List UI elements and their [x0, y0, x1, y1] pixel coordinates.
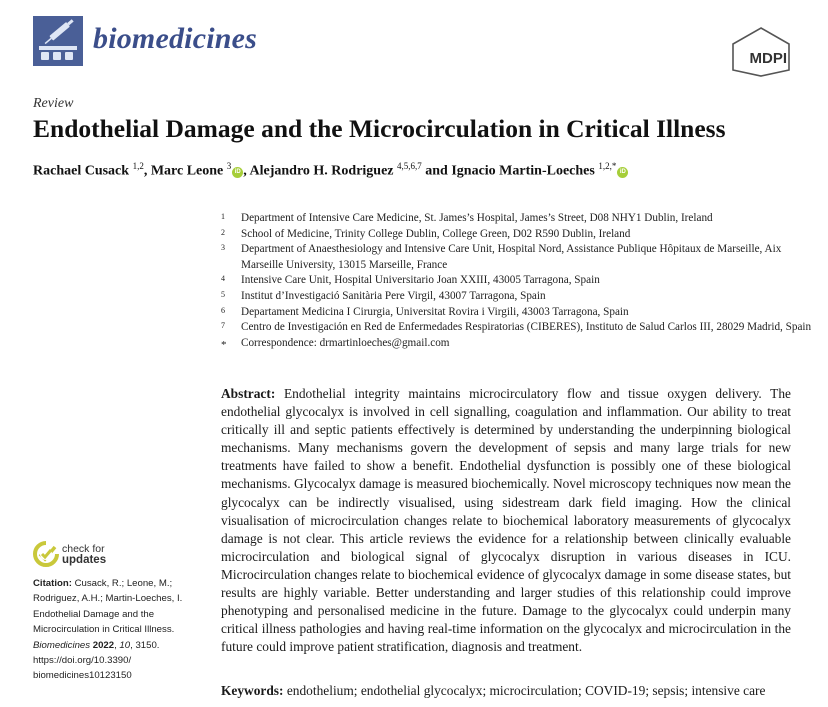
author-name: Rachael Cusack — [33, 163, 130, 179]
author-affiliation-ref: 4,5,6,7 — [397, 161, 422, 171]
affiliation-number: * — [221, 338, 227, 351]
citation-pages: 3150. — [135, 639, 160, 651]
affiliation-item — [221, 227, 821, 243]
mdpi-logo-icon — [729, 26, 793, 78]
publisher-name: MDPI — [749, 50, 787, 67]
affiliation-item — [221, 320, 821, 336]
affiliation-text: Departament Medicina I Cirurgia, Universitat Rovira i Virgili, 43003 Tarragona, Spain — [241, 305, 629, 318]
abstract-text: Endothelial integrity maintains microcirculatory flow and tissue oxygen delivery. The endothelial glycocalyx is involved in cell signalling, coagulation and inflammation. Our ability to treat critically ill and septic patients effectively is determined by understanding the underpinning biological mechanisms. Many mechanisms govern the development of sepsis and many large trials for new treatments have failed to show a benefit. Endothelial dysfunction is possibly one of these biological mechanisms. Glycocalyx damage is measured biochemically. Novel microscopy techniques now mean the glycocalyx can be indirectly visualised, using sidestream dark field imaging. How the clinical visualisation of microcirculation changes relate to biochemical laboratory measurements of glycocalyx damage is not clear. This article reviews the evidence for a relationship between clinically evaluable microcirculation and biological signal of glycocalyx disruption in various diseases in ICU. Microcirculation changes relate to biochemical evidence of glycocalyx damage in some disease states, but results are highly variable. Better understanding and larger studies of this relationship could improve phenotyping and personalised medicine in the future. Damage to the glycocalyx could underpin many critical illness pathologies and having real-time information on the glycocalyx and microcirculation in the future could improve patient stratification, diagnosis and treatment. — [221, 386, 792, 655]
abstract-label: Abstract: — [221, 386, 276, 401]
affiliation-text: Institut d’Investigació Sanitària Pere Virgil, 43007 Tarragona, Spain — [241, 289, 546, 302]
affiliation-number: 1 — [221, 212, 225, 221]
affiliation-text: Department of Anaesthesiology and Intensive Care Unit, Hospital Nord, Assistance Publique Hôpitaux de Marseille, Aix Marseille University, 13015 Marseille, France — [241, 243, 782, 271]
affiliation-item — [221, 242, 821, 273]
author-separator: and — [421, 163, 452, 179]
author-affiliation-ref: 3 — [226, 161, 232, 171]
affiliation-number: 2 — [221, 227, 225, 237]
article-title: Endothelial Damage and the Microcirculation in Critical Illness — [33, 114, 726, 143]
check-for-updates-icon — [33, 541, 59, 571]
correspondence-text[interactable]: Correspondence: drmartinloeches@gmail.com — [241, 336, 450, 349]
keywords-text: endothelium; endothelial glycocalyx; microcirculation; COVID-19; sepsis; intensive care — [286, 683, 766, 698]
citation-block: Citation: Cusack, R.; Leone, M.; Rodriguez, A.H.; Martin-Loeches, I. Endothelial Damage and the Microcirculation in Critical Illness. Biomedicines 2022, 10, 3150. https://doi.org/10.3390/ biomedicines10123150 — [33, 578, 183, 682]
author-name: Marc Leone — [150, 163, 224, 179]
check-for-updates-line1: check for — [62, 543, 105, 555]
journal-header — [33, 16, 793, 68]
affiliation-number: 5 — [221, 289, 225, 299]
affiliation-item — [221, 211, 821, 227]
citation-doi-link[interactable]: https://doi.org/10.3390/ — [33, 655, 132, 667]
citation-volume: 10 — [119, 639, 131, 651]
affiliation-item — [221, 273, 821, 289]
affiliation-item — [221, 305, 821, 321]
affiliation-list — [221, 211, 821, 351]
author-separator: , — [143, 163, 151, 179]
affiliation-item — [221, 289, 821, 305]
affiliation-number: 7 — [221, 321, 225, 331]
citation-journal: Biomedicines — [33, 639, 91, 651]
article-type: Review — [33, 96, 74, 111]
affiliation-text: School of Medicine, Trinity College Dublin, College Green, D02 R590 Dublin, Ireland — [241, 227, 631, 240]
citation-text: Cusack, R.; Leone, M.; Rodriguez, A.H.; Martin-Loeches, I. Endothelial Damage and the Microcirculation in Critical Illness. — [33, 578, 183, 636]
journal-logo-icon — [33, 16, 83, 66]
citation-year: 2022 — [92, 639, 115, 651]
author-name: Ignacio Martin-Loeches — [451, 163, 595, 179]
check-for-updates-button[interactable] — [33, 541, 153, 571]
journal-name: biomedicines — [93, 22, 258, 55]
author-list — [33, 161, 628, 180]
keywords — [221, 683, 765, 699]
affiliation-text: Intensive Care Unit, Hospital Universitario Joan XXIII, 43005 Tarragona, Spain — [241, 274, 600, 287]
affiliation-number: 4 — [221, 274, 225, 284]
author-name: Alejandro H. Rodriguez — [249, 163, 394, 179]
citation-label: Citation: — [33, 578, 72, 589]
affiliation-text: Department of Intensive Care Medicine, St. James’s Hospital, James’s Street, D08 NHY1 Dublin, Ireland — [241, 212, 713, 224]
orcid-icon[interactable]: iD — [617, 167, 628, 178]
check-for-updates-line2: updates — [62, 554, 107, 566]
author-affiliation-ref: 1,2,* — [598, 161, 617, 171]
keywords-label: Keywords: — [221, 683, 284, 698]
correspondence-item — [221, 336, 821, 352]
citation-doi-link-cont[interactable]: biomedicines10123150 — [33, 670, 132, 682]
affiliation-number: 6 — [221, 305, 225, 315]
orcid-icon[interactable]: iD — [232, 167, 243, 178]
author-affiliation-ref: 1,2 — [132, 161, 144, 171]
affiliation-text: Centro de Investigación en Red de Enfermedades Respiratorias (CIBERES), Instituto de Salud Carlos III, 28029 Madrid, Spain — [241, 321, 812, 334]
author-separator: , — [243, 163, 250, 179]
abstract — [221, 385, 791, 656]
affiliation-number: 3 — [221, 243, 225, 253]
